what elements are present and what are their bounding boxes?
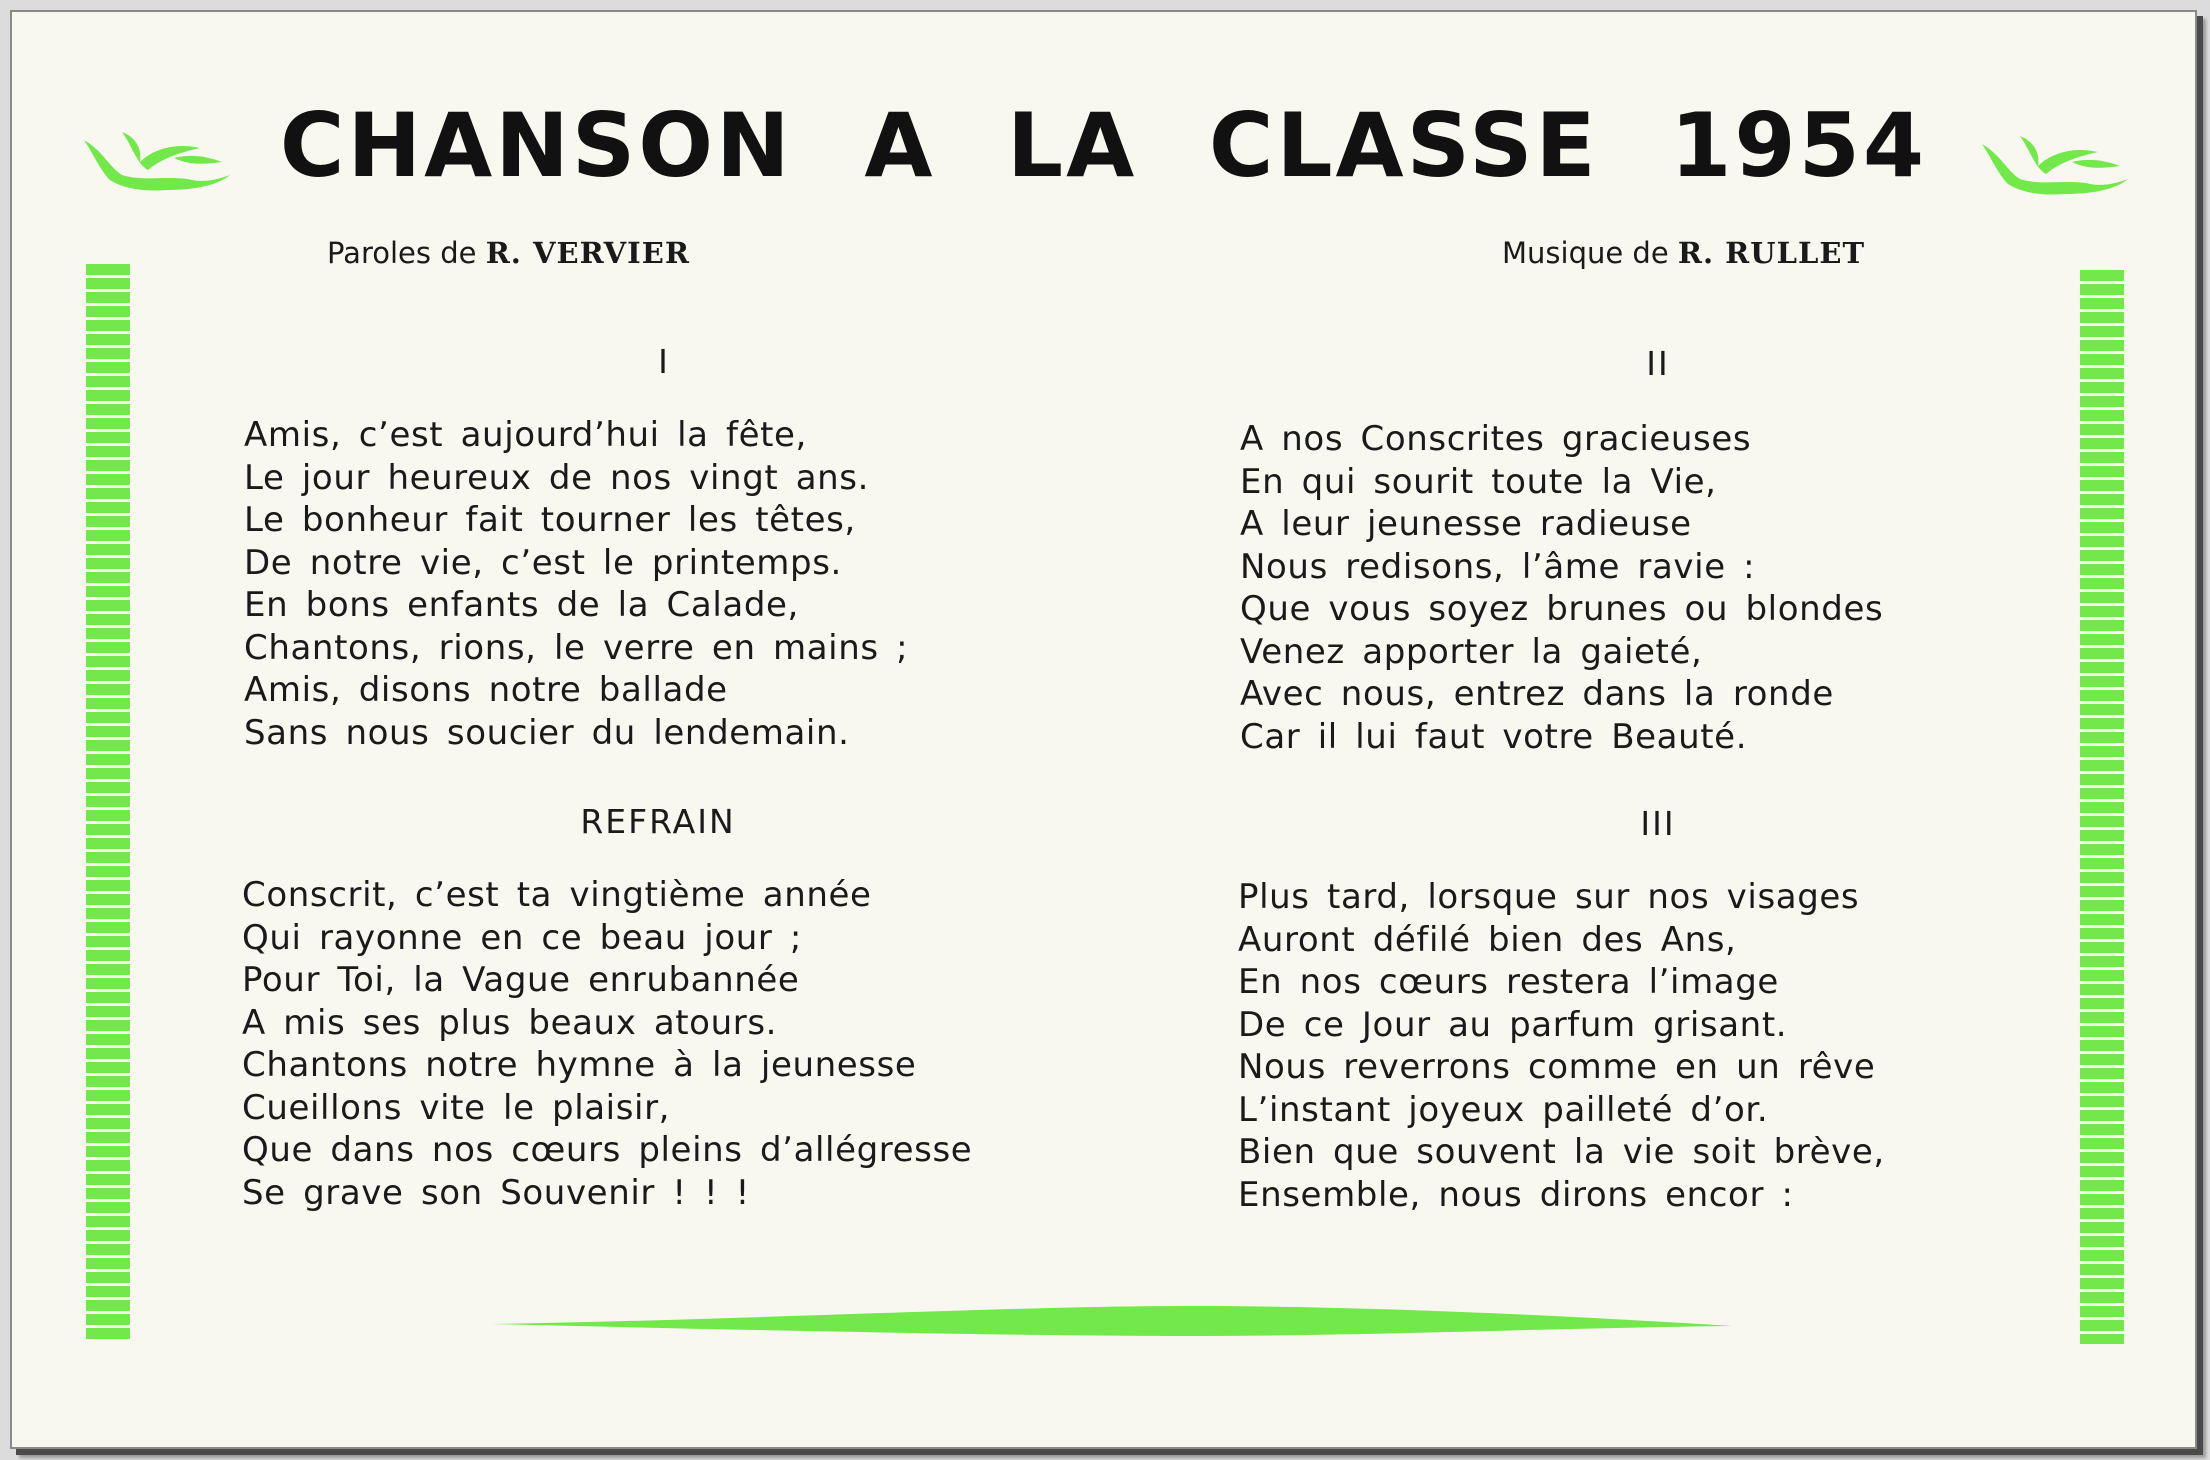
verse-1 — [244, 414, 908, 754]
right-border-strip — [2080, 270, 2124, 1344]
refrain — [242, 874, 972, 1214]
refrain-line: Se grave son Souvenir ! ! ! — [242, 1172, 750, 1213]
verse-line: Sans nous soucier du lendemain. — [244, 712, 850, 753]
verse-line: De notre vie, c’est le printemps. — [244, 542, 842, 583]
verse-line: Plus tard, lorsque sur nos visages — [1238, 877, 1860, 917]
verse-line: En nos cœurs restera l’image — [1238, 962, 1779, 1002]
refrain-line: Cueillons vite le plaisir, — [242, 1087, 671, 1128]
verse-line: Bien que souvent la vie soit brève, — [1238, 1132, 1885, 1172]
verse-line: Le bonheur fait tourner les têtes, — [244, 500, 856, 540]
refrain-line: Chantons notre hymne à la jeunesse — [242, 1045, 917, 1085]
composer-name: R. RULLET — [1677, 236, 1866, 270]
verse-line: Car il lui faut votre Beauté. — [1240, 716, 1748, 757]
verse-line: Auront défilé bien des Ans, — [1238, 919, 1737, 960]
verse-line: A nos Conscrites gracieuses — [1240, 419, 1752, 459]
verse-line: En bons enfants de la Calade, — [244, 585, 799, 625]
verse-line: Nous reverrons comme en un rêve — [1238, 1047, 1876, 1087]
verse-line: Venez apporter la gaieté, — [1240, 631, 1703, 672]
verse-line: Nous redisons, l’âme ravie : — [1240, 546, 1756, 587]
lyrics-credit — [327, 236, 690, 270]
verse-line: Avec nous, entrez dans la ronde — [1240, 674, 1834, 714]
lyrics-credit-prefix: Paroles de — [327, 236, 477, 270]
lyricist-name: R. VERVIER — [485, 236, 690, 270]
left-border-strip — [86, 264, 130, 1342]
verse-line: Amis, c’est aujourd’hui la fête, — [244, 415, 807, 455]
song-title: CHANSON A LA CLASSE 1954 — [279, 94, 1928, 197]
verse-line: A leur jeunesse radieuse — [1240, 504, 1692, 544]
music-credit — [1502, 236, 1865, 270]
refrain-line: A mis ses plus beaux atours. — [242, 1002, 778, 1043]
verse-3 — [1238, 876, 1885, 1216]
refrain-line: Que dans nos cœurs pleins d’allégresse — [242, 1130, 973, 1170]
verse-2-heading: II — [1646, 344, 1670, 383]
refrain-heading: REFRAIN — [580, 802, 736, 841]
verse-2 — [1240, 418, 1883, 758]
verse-line: Chantons, rions, le verre en mains ; — [244, 627, 909, 668]
verse-line: Le jour heureux de nos vingt ans. — [244, 457, 870, 498]
verse-line: Amis, disons notre ballade — [244, 670, 728, 710]
refrain-line: Qui rayonne en ce beau jour ; — [242, 917, 802, 958]
verse-line: Que vous soyez brunes ou blondes — [1240, 589, 1884, 629]
song-sheet — [10, 10, 2197, 1449]
music-credit-prefix: Musique de — [1502, 236, 1669, 270]
verse-1-heading: I — [658, 342, 670, 381]
verse-line: Ensemble, nous dirons encor : — [1238, 1174, 1794, 1215]
verse-3-heading: III — [1640, 804, 1676, 843]
refrain-line: Conscrit, c’est ta vingtième année — [242, 875, 872, 915]
swoosh-rule-icon — [492, 1302, 1732, 1342]
verse-line: De ce Jour au parfum grisant. — [1238, 1004, 1788, 1045]
verse-line: L’instant joyeux pailleté d’or. — [1238, 1089, 1769, 1130]
verse-line: En qui sourit toute la Vie, — [1240, 461, 1717, 502]
refrain-line: Pour Toi, la Vague enrubannée — [242, 960, 800, 1000]
